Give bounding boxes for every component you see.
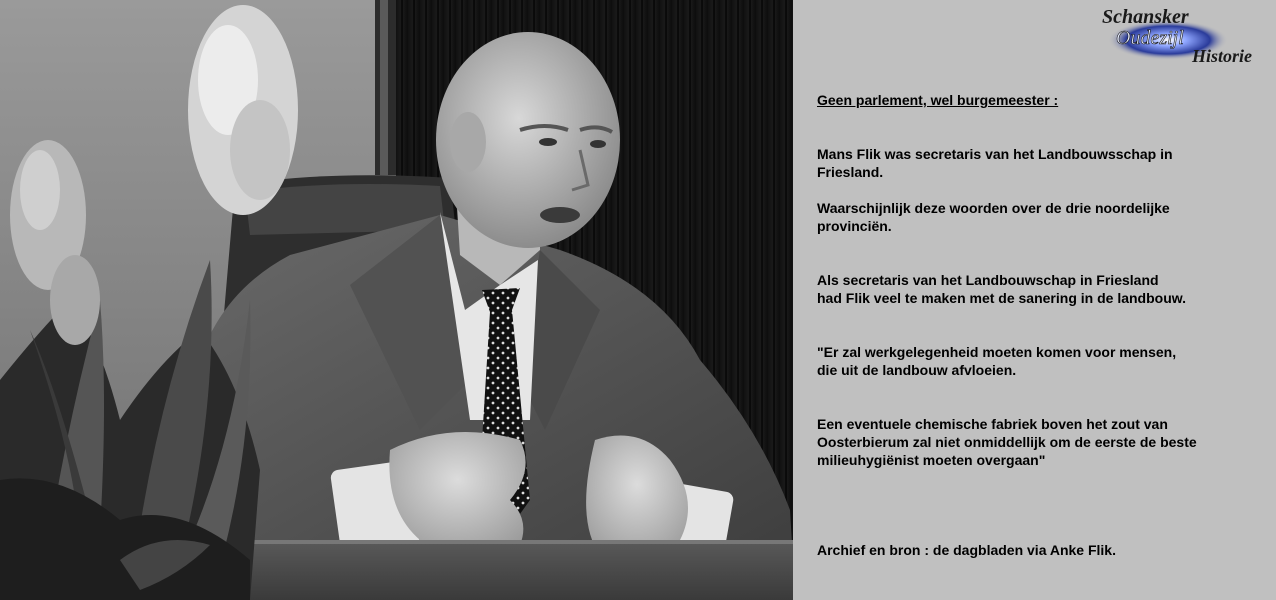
paragraph-3-line-2: had Flik veel te maken met de sanering in de landbouw. <box>817 290 1187 306</box>
quote-line-1: "Er zal werkgelegenheid moeten komen voor mensen, <box>817 344 1177 360</box>
paragraph-5-line-1: Een eventuele chemische fabriek boven het zout van <box>817 416 1168 432</box>
paragraph-3-line-1: Als secretaris van het Landbouwschap in Friesland <box>817 272 1159 288</box>
quote-line-2: die uit de landbouw afvloeien. <box>817 362 1017 378</box>
logo-text-line3: Historie <box>1192 46 1253 66</box>
paragraph-1-line-1: Mans Flik was secretaris van het Landbouwsschap in <box>817 146 1173 162</box>
logo-text-line1: Schansker <box>1102 6 1189 28</box>
article-heading: Geen parlement, wel burgemeester : <box>817 92 1059 108</box>
article-text <box>817 0 1257 600</box>
paragraph-2-line-2: provinciën. <box>817 218 892 234</box>
paragraph-2-line-1: Waarschijnlijk deze woorden over de drie noordelijke <box>817 200 1170 216</box>
logo-text-line2: Oudezijl <box>1116 27 1184 49</box>
paragraph-5-line-2: Oosterbierum zal niet onmiddellijk om de eerste de beste <box>817 434 1197 450</box>
source-credit: Archief en bron : de dagbladen via Anke Flik. <box>817 542 1116 558</box>
paragraph-1-line-2: Friesland. <box>817 164 884 180</box>
paragraph-5-line-3: milieuhygiënist moeten overgaan" <box>817 452 1046 468</box>
